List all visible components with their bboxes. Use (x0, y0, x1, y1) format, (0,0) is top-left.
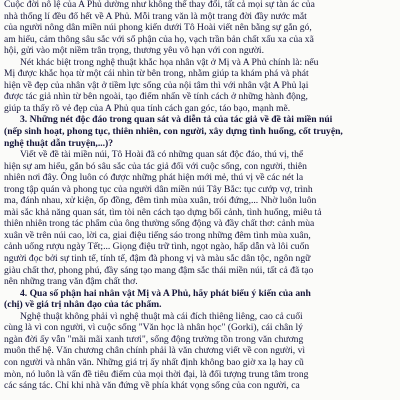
text-line: mòn, nó luôn là vấn đề tiêu điểm của mọi thời đại, là đối tượng trung tâm trong (4, 368, 309, 380)
text-line: hiện về đẹp của nhân vật ở tiềm lực sống của nội tâm thì với nhân vật A Phủ lại (4, 79, 309, 91)
heading-line: 4. Qua số phận hai nhân vật Mị và A Phủ, hãy phát biểu ý kiến của anh (20, 287, 311, 299)
text-line: thiên nhiên trong tác phẩm của ông thường sống động và đầy chất thơ: cảnh mùa (4, 218, 315, 230)
text-line: của người nông dân miền núi phong kiến dưới Tô Hoài viết nên bằng sự gắn gó, (4, 22, 312, 34)
text-line: muôn thế hệ. Văn chương chân chính phải là văn chương viết về con người, vì (4, 345, 306, 357)
text-line: con người và nhân văn. Những giá trị ấy nhất định không bao giờ xa lạ hay cũ (4, 356, 304, 368)
text-line: ngàn đời ấy vẫn "mãi mãi xanh tươi", sống động trường tồn trong văn chương (4, 333, 304, 345)
text-line: nhà thống lí đều đổ hết về A Phủ. Mỗi trang văn là một trang đời đầy nước mắt (4, 10, 307, 22)
text-line: giàu chất thơ, phong phú, đầy sáng tạo mang đậm sắc thái miền núi, tất cả đã tạo (4, 264, 314, 276)
text-line: hiện sự am hiểu, gắn bó sâu sắc của tác giả đối với cuộc sống, con người, thiên (4, 160, 307, 172)
text-line: Cuộc đời nô lệ của A Phủ dường như không thể thay đổi, tất cả mọi sự tàn ác của (4, 0, 315, 10)
text-line: cùng là vì con người, vì cuộc sống "Văn học là nhân học" (Gorki), cái chân lý (4, 322, 303, 334)
text-line: mài sắc khả năng quan sát, tìm tòi nên cách tạo dựng bối cảnh, tình huống, miêu tả (4, 206, 322, 218)
heading-line: 3. Những nét độc đáo trong quan sát và diễn tả của tác giả về đề tài miền núi (20, 114, 333, 126)
text-line: Nghệ thuật không phải vì nghệ thuật mà cái đích thiêng liêng, cao cả cuối (20, 310, 303, 322)
heading-line: nghệ thuật dẫn truyện,...)? (4, 137, 114, 149)
text-line: người đọc bởi sự tinh tế, tính tế, đậm đà phong vị và màu sắc dân tộc, ngôn ngữ (4, 253, 311, 265)
text-line: am hiểu, cảm thông sâu sắc với số phận của họ, vạch trần bản chất xấu xa của xã (4, 33, 314, 45)
text-line: các sáng tác. Chỉ khi nhà văn đứng về phía khát vọng sống của con người, ca (4, 380, 300, 392)
text-line: được tác giả nhìn từ bên ngoài, tạo điểm nhấn về tính cách ở những hành động, (4, 91, 308, 103)
text-line: nhiên nơi đây. Ông luôn có được những phát hiện mới mẻ, thú vị về các nét la (4, 172, 304, 184)
text-line: nên những trang văn đậm chất thơ. (4, 276, 138, 288)
text-line: giúp ta thấy rõ vẻ đẹp của A Phủ qua tính cách gan góc, táo bạo, mạnh mẽ. (4, 102, 291, 114)
document-text (4, 0, 396, 392)
text-line: ma, đánh nhau, xử kiện, ốp đồng, đêm tình mùa xuân, trói đứng,... Nhờ luôn luôn (4, 195, 317, 207)
heading-line: (chị) về giá trị nhân đạo của tác phẩm. (4, 299, 162, 311)
heading-line: (nếp sinh hoạt, phong tục, thiên nhiên, con người, xây dựng tình huống, cốt truyện, (4, 126, 343, 138)
text-line: Mị được khắc họa từ một cái nhìn từ bên trong, nhằm giúp ta khám phá và phát (4, 68, 309, 80)
text-line: cảnh uống rượu ngày Tết;... Giọng điệu trữ tình, ngọt ngào, hấp dẫn và lôi cuốn (4, 241, 310, 253)
text-line: Viết về đề tài miền núi, Tô Hoài đã có những quan sát độc đáo, thú vị, thể (20, 149, 304, 161)
text-line: Nét khác biệt trong nghệ thuật khắc họa nhân vật ở Mị và A Phủ chính là: nếu (20, 56, 319, 68)
text-line: trong tập quán và phong tục của người dân miền núi Tây Bắc: tục cướp vợ, trình (4, 183, 313, 195)
text-line: xuân về trên núi cao, lời ca, giai điệu tiếng sáo trong những đêm tình mùa xuân, (4, 229, 311, 241)
text-line: hội, gửi vào một niềm trân trọng, thương yêu vô hạn với con người. (4, 45, 264, 57)
